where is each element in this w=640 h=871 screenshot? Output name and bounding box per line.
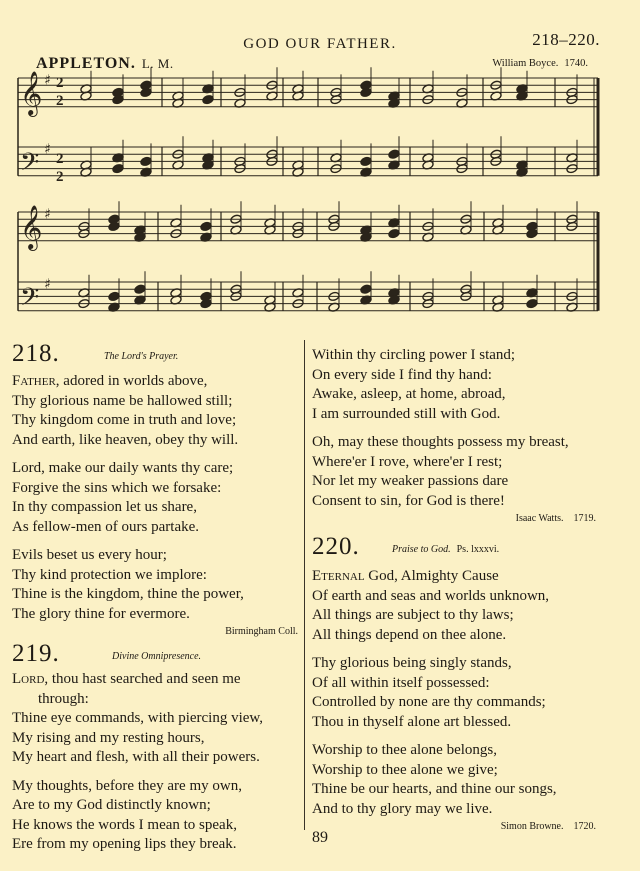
time-sig-bottom-2: 2 bbox=[56, 169, 64, 185]
column-divider bbox=[304, 340, 305, 830]
hymn-220-reference: Ps. lxxxvi. bbox=[456, 544, 500, 555]
hymn-219-line: Consent to sin, for God is there! bbox=[312, 492, 505, 509]
treble-clef-icon: 𝄞 bbox=[20, 70, 43, 115]
hymn-219-year: 1719. bbox=[573, 513, 596, 524]
bar-lines bbox=[18, 78, 598, 311]
hymn-220-line: And to thy glory may we live. bbox=[312, 800, 493, 817]
hymn-218-line: As fellow-men of ours partake. bbox=[12, 518, 200, 535]
hymn-218-line: Forgive the sins which we forsake: bbox=[12, 479, 222, 496]
note-head bbox=[200, 221, 212, 231]
hymn-219-number: 219. bbox=[12, 640, 60, 667]
hymn-219-line: Where'er I rove, where'er I rest; bbox=[312, 453, 503, 470]
hymn-range: 218–220. bbox=[532, 30, 600, 49]
note-head bbox=[108, 291, 120, 301]
hymn-220-title-text: Praise to God. bbox=[392, 544, 451, 555]
hymn-218-first-line: adored in worlds above, bbox=[63, 373, 208, 389]
hymn-218-line: Evils beset us every hour; bbox=[12, 547, 167, 563]
hymn-218-line: Thy kind protection we implore: bbox=[12, 566, 207, 583]
key-signature-sharp-icon: ♯ bbox=[44, 276, 51, 293]
hymn-219-line: Awake, asleep, at home, abroad, bbox=[312, 386, 506, 402]
note-head bbox=[360, 284, 372, 294]
right-column bbox=[312, 346, 604, 835]
hymn-218-line: And earth, like heaven, obey thy will. bbox=[12, 431, 239, 448]
hymn-220-line bbox=[312, 567, 604, 587]
hymn-219-line: Nor let my weaker passions dare bbox=[312, 473, 509, 489]
composer-name: William Boyce. bbox=[492, 58, 559, 69]
bass-clef-icon: 𝄢 bbox=[20, 147, 40, 183]
hymn-220-line: Controlled by none are thy commands; bbox=[312, 694, 546, 710]
hymn-219-line: My rising and my resting hours, bbox=[12, 729, 205, 746]
page-title: GOD OUR FATHER. bbox=[243, 36, 397, 52]
hymn-219-line: Are to my God distinctly known; bbox=[12, 797, 211, 813]
hymn-219-line: He knows the words I mean to speak, bbox=[12, 816, 237, 833]
hymn-220-line: Of all within itself possessed: bbox=[312, 674, 490, 691]
hymn-219-line: I am surrounded still with God. bbox=[312, 405, 501, 422]
music-score bbox=[0, 0, 640, 340]
hymn-220-line: Worship to thee alone we give; bbox=[312, 761, 498, 778]
hymn-218-line: In thy compassion let us share, bbox=[12, 499, 197, 515]
left-column bbox=[12, 340, 302, 855]
hymn-220-line: Of earth and seas and worlds unknown, bbox=[312, 587, 550, 604]
page-number: 89 bbox=[312, 829, 328, 846]
hymn-220-title bbox=[392, 540, 499, 560]
hymn-219-title: Divine Omnipresence. bbox=[112, 651, 202, 662]
hymn-219-line: Within thy circling power I stand; bbox=[312, 347, 516, 363]
key-signature-sharp-icon: ♯ bbox=[44, 72, 51, 89]
hymn-219-line: My heart and flesh, with all their powers. bbox=[12, 749, 260, 765]
hymn-220-first-line: God, Almighty Cause bbox=[368, 568, 499, 584]
hymn-220-line: Thy glorious being singly stands, bbox=[312, 655, 512, 671]
hymn-220-header bbox=[312, 533, 604, 567]
hymn-218-line: Thine is the kingdom, thine the power, bbox=[12, 586, 244, 602]
time-signature bbox=[56, 75, 64, 185]
hymn-218-attribution: Birmingham Coll. bbox=[225, 626, 298, 637]
hymn-219-line: through: bbox=[38, 690, 89, 707]
hymn-218-line: Thy kingdom come in truth and love; bbox=[12, 412, 237, 428]
tune-meter: L. M. bbox=[141, 56, 174, 71]
hymn-220-line: All things are subject to thy laws; bbox=[312, 607, 514, 623]
hymn-220-author: Simon Browne. bbox=[500, 821, 564, 832]
hymn-219-line: Thine eye commands, with piercing view, bbox=[12, 710, 264, 726]
bass-clef-icon: 𝄢 bbox=[20, 282, 40, 318]
key-signature-sharp-icon: ♯ bbox=[44, 141, 51, 158]
hymn-220-line: Thine be our hearts, and thine our songs, bbox=[312, 781, 557, 797]
hymn-220-line: All things depend on thee alone. bbox=[312, 626, 507, 643]
hymn-219-attribution bbox=[312, 511, 604, 527]
hymn-220-year: 1720. bbox=[573, 821, 596, 832]
hymn-220-number: 220. bbox=[312, 533, 360, 560]
tune-title: APPLETON. bbox=[36, 55, 136, 72]
hymn-220-first-word: Eternal bbox=[312, 568, 365, 584]
hymn-219-line: My thoughts, before they are my own, bbox=[12, 777, 242, 794]
hymn-218-line: Thy glorious name be hallowed still; bbox=[12, 392, 233, 409]
note-head bbox=[360, 156, 372, 166]
hymn-219-line: Ere from my opening lips they break. bbox=[12, 836, 237, 852]
hymn-218-first-word: Father, bbox=[12, 373, 60, 389]
hymn-219-first-line: thou hast searched and seen me bbox=[51, 671, 241, 687]
hymn-220-line: Thou in thyself alone art blessed. bbox=[312, 713, 512, 730]
note-head bbox=[202, 94, 214, 104]
note-head bbox=[140, 156, 152, 166]
time-sig-top-1: 2 bbox=[56, 75, 64, 91]
note-head bbox=[388, 228, 400, 238]
hymn-218-line: Lord, make our daily wants thy care; bbox=[12, 460, 234, 476]
treble-clef-icon: 𝄞 bbox=[20, 204, 43, 249]
staff-lines bbox=[18, 78, 598, 311]
time-sig-top-2: 2 bbox=[56, 151, 64, 167]
hymn-219-line: On every side I find thy hand: bbox=[312, 366, 492, 383]
clefs bbox=[20, 71, 51, 318]
note-head bbox=[526, 298, 538, 308]
notes bbox=[78, 67, 578, 312]
time-sig-bottom-1: 2 bbox=[56, 93, 64, 109]
hymn-218-line: The glory thine for evermore. bbox=[12, 605, 190, 622]
hymn-218-line bbox=[12, 372, 302, 392]
hymn-219-line bbox=[12, 670, 302, 690]
hymn-218-number: 218. bbox=[12, 340, 60, 367]
hymn-219-first-word: Lord, bbox=[12, 671, 49, 687]
hymn-219-header bbox=[12, 640, 302, 670]
note-head bbox=[112, 163, 124, 173]
key-signature-sharp-icon: ♯ bbox=[44, 206, 51, 223]
hymn-219-line: Oh, may these thoughts possess my breast, bbox=[312, 434, 569, 450]
composer-year: 1740. bbox=[564, 58, 588, 69]
hymn-220-line: Worship to thee alone belongs, bbox=[312, 742, 498, 758]
hymn-218-title: The Lord's Prayer. bbox=[104, 351, 179, 362]
hymn-218-header bbox=[12, 340, 302, 372]
hymn-219-author: Isaac Watts. bbox=[515, 513, 564, 524]
note-head bbox=[134, 284, 146, 294]
note-head bbox=[388, 149, 400, 159]
